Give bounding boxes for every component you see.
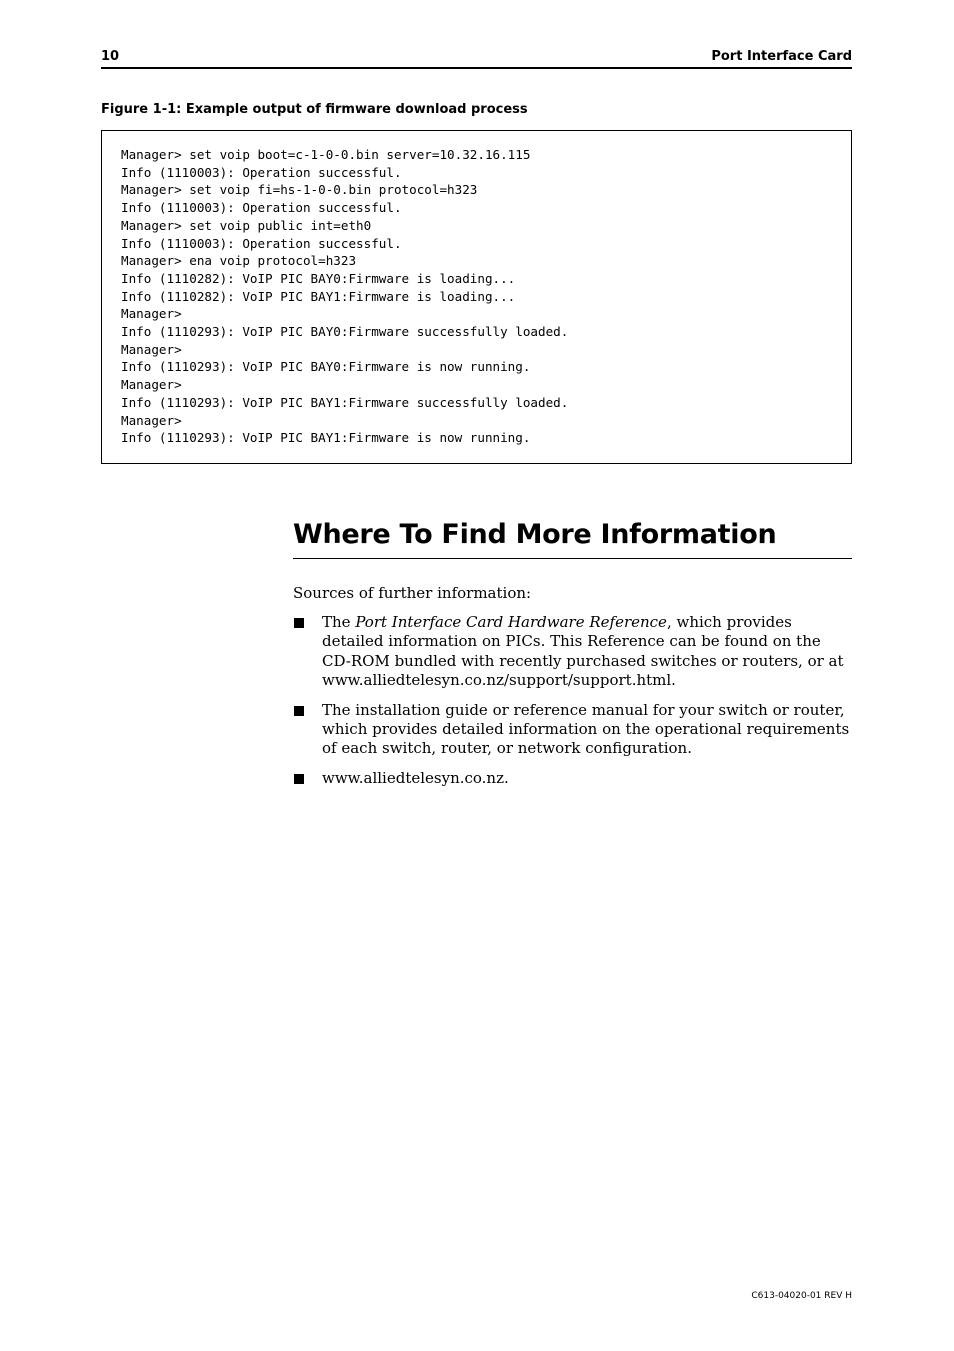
code-line: Info (1110293): VoIP PIC BAY1:Firmware successfully loaded. xyxy=(121,394,569,410)
code-line: Manager> set voip fi=hs-1-0-0.bin protocol=h323 xyxy=(121,182,478,198)
code-line: Info (1110003): Operation successful. xyxy=(121,164,402,180)
square-bullet-icon xyxy=(294,706,304,716)
section-heading: Where To Find More Information xyxy=(293,519,852,559)
square-bullet-icon xyxy=(294,774,304,784)
code-line: Manager> set voip public int=eth0 xyxy=(121,217,372,233)
page-number: 10 xyxy=(101,49,120,64)
code-line: Info (1110293): VoIP PIC BAY0:Firmware successfully loaded. xyxy=(121,324,569,340)
bullet-prefix: The xyxy=(322,613,356,631)
list-item xyxy=(293,701,853,759)
info-sources-list xyxy=(293,613,853,798)
code-line: Manager> xyxy=(121,412,182,428)
code-line: Manager> xyxy=(121,341,182,357)
document-title: Port Interface Card Hardware Reference xyxy=(355,613,667,631)
bullet-text: The installation guide or reference manual for your switch or router, which provides detailed information on the operational requirements of each switch, router, or network configuration. xyxy=(322,700,850,758)
square-bullet-icon xyxy=(294,618,304,628)
running-title: Port Interface Card xyxy=(711,49,852,64)
code-line: Manager> xyxy=(121,306,182,322)
code-line: Manager> ena voip protocol=h323 xyxy=(121,253,357,269)
code-line: Info (1110282): VoIP PIC BAY1:Firmware is loading... xyxy=(121,288,516,304)
page-header xyxy=(101,47,852,69)
code-line: Manager> set voip boot=c-1-0-0.bin server=10.32.16.115 xyxy=(121,147,531,162)
code-line: Info (1110003): Operation successful. xyxy=(121,235,402,251)
bullet-text: www.alliedtelesyn.co.nz. xyxy=(322,768,509,787)
code-line: Info (1110293): VoIP PIC BAY1:Firmware is now running. xyxy=(121,430,531,446)
code-line: Info (1110003): Operation successful. xyxy=(121,200,402,216)
code-line: Manager> xyxy=(121,377,182,393)
code-line: Info (1110293): VoIP PIC BAY0:Firmware is now running. xyxy=(121,359,531,375)
bullet-suffix: , which provides detailed information on PICs. This Reference can be found on the CD-ROM bundled with recently purchased switches or routers, or at www.alliedtelesyn.co.nz/support/support.html. xyxy=(322,613,844,690)
figure-caption: Figure 1-1: Example output of firmware download process xyxy=(101,102,528,117)
list-item xyxy=(293,769,853,788)
intro-paragraph: Sources of further information: xyxy=(293,584,532,602)
list-item xyxy=(293,613,853,691)
code-output xyxy=(121,146,568,447)
code-line: Info (1110282): VoIP PIC BAY0:Firmware is loading... xyxy=(121,270,516,286)
code-example-box xyxy=(101,130,852,464)
document-code: C613-04020-01 REV H xyxy=(751,1291,852,1301)
